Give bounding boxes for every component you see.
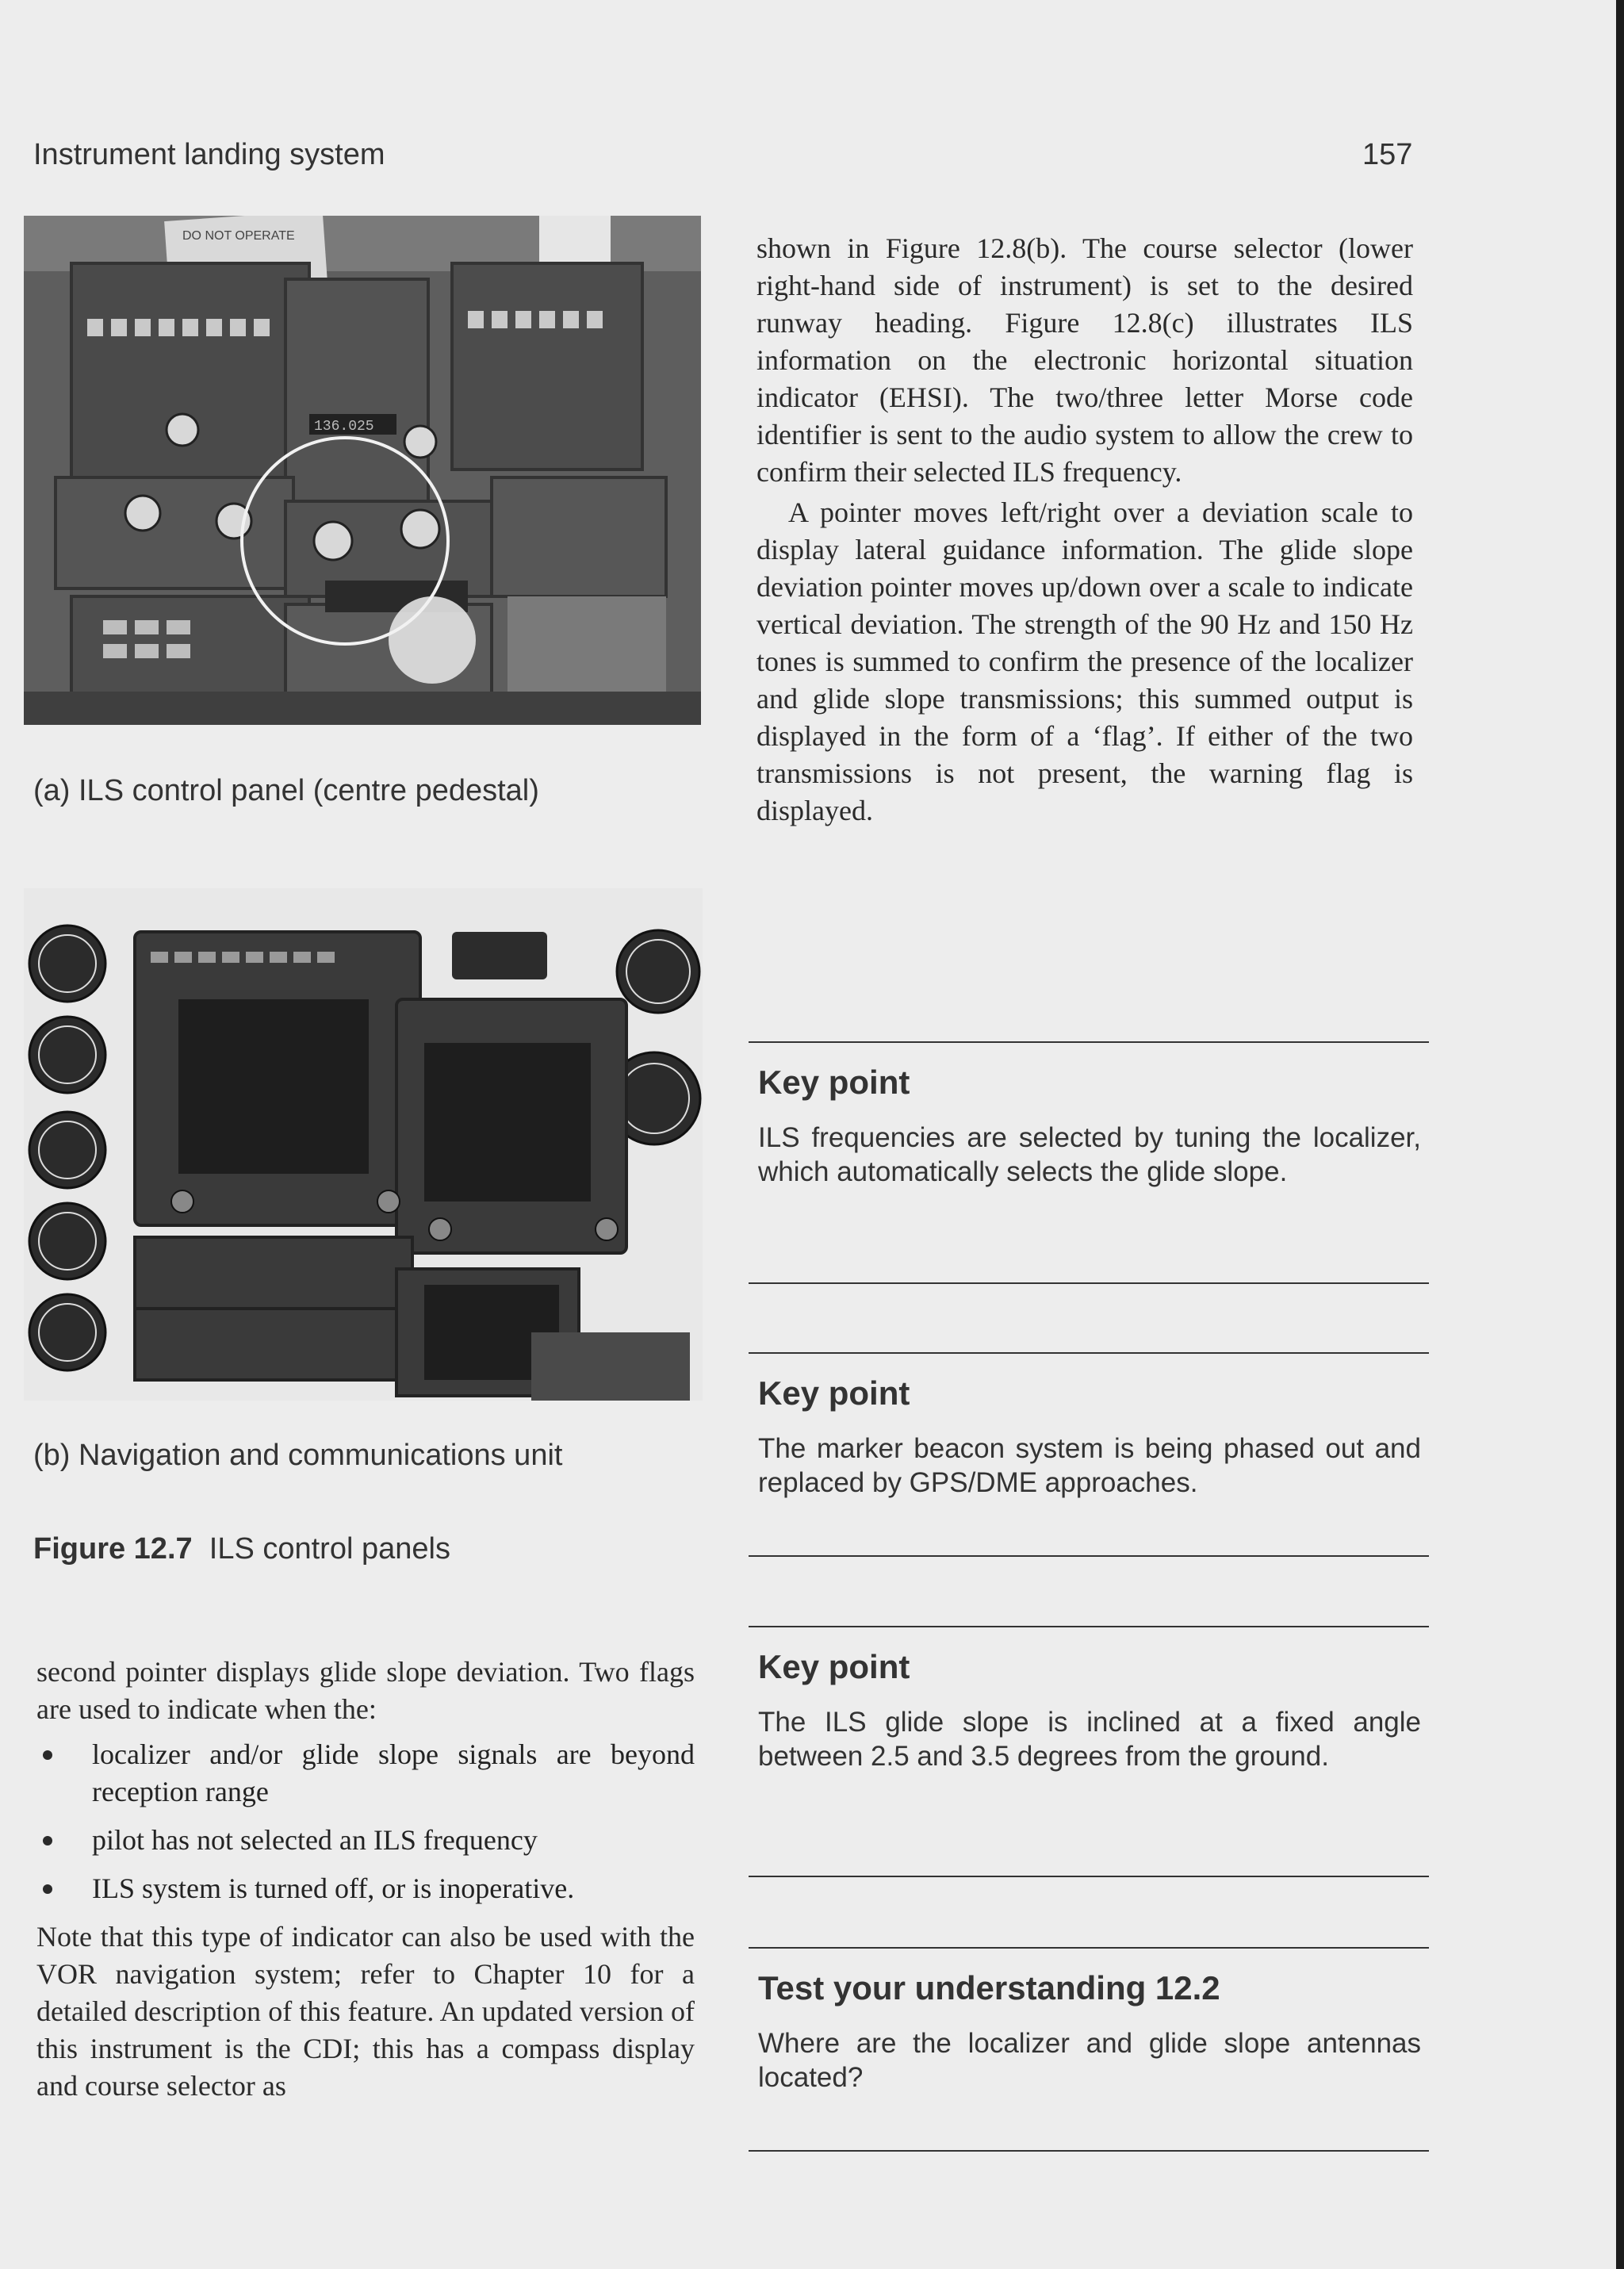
key-point-box-1-rule xyxy=(749,1282,1429,1284)
page-edge xyxy=(1616,0,1624,2269)
left-intro-paragraph: second pointer displays glide slope deviation. Two flags are used to indicate when the: xyxy=(36,1656,695,1725)
control-panel-illustration xyxy=(24,216,701,725)
warning-tag-text: DO NOT OPERATE xyxy=(182,229,295,243)
ils-control-panel-photo xyxy=(24,216,701,725)
key-point-box-3 xyxy=(749,1626,1429,1773)
bullet-icon xyxy=(43,1884,52,1894)
list-item: pilot has not selected an ILS frequency xyxy=(36,1822,695,1859)
figure-title xyxy=(33,1532,450,1566)
left-column-text xyxy=(36,1654,695,2105)
right-column-text xyxy=(756,230,1413,830)
key-point-text: ILS frequencies are selected by tuning the localizer, which automatically selects the glide slope. xyxy=(758,1122,1421,1187)
figure-caption-a: (a) ILS control panel (centre pedestal) xyxy=(33,774,539,807)
body-paragraph-1: shown in Figure 12.8(b). The course selector (lower right-hand side of instrument) is set to the desired runway heading. Figure 12.8(c) illustrates ILS information on the electronic horizontal situation indicator (EHSI). The two/three letter Morse code identifier is sent to the audio system to allow the crew to confirm their selected ILS frequency. xyxy=(756,232,1413,488)
body-paragraph-2: A pointer moves left/right over a deviation scale to display lateral guidance information. The glide slope deviation pointer moves up/down over a scale to indicate vertical deviation. The strength of the 90 Hz and 150 Hz tones is summed to confirm the presence of the localizer and glide slope transmissions; this summed output is displayed in the form of a ‘flag’. If either of the two transmissions is not present, the warning flag is displayed. xyxy=(756,496,1413,826)
left-closing-paragraph: Note that this type of indicator can also be used with the VOR navigation system; refer to Chapter 10 for a detailed description of this feature. An updated version of this instrument is the CDI; this has a compass display and course selector as xyxy=(36,1921,695,2102)
running-header: Instrument landing system xyxy=(33,138,385,171)
flag-conditions-list xyxy=(36,1736,695,1907)
test-understanding-rule xyxy=(749,2150,1429,2152)
key-point-text: The marker beacon system is being phased out and replaced by GPS/DME approaches. xyxy=(758,1433,1421,1498)
test-understanding-box xyxy=(749,1947,1429,2095)
test-heading: Test your understanding 12.2 xyxy=(758,1969,1220,2006)
figure-title-text: ILS control panels xyxy=(209,1532,450,1566)
frequency-display-text: 136.025 xyxy=(314,419,374,435)
nav-comm-unit-photo xyxy=(24,888,703,1401)
page-number: 157 xyxy=(1362,138,1413,171)
key-point-box-3-rule xyxy=(749,1876,1429,1877)
nav-comm-illustration xyxy=(24,888,703,1401)
key-point-heading: Key point xyxy=(758,1064,910,1101)
key-point-heading: Key point xyxy=(758,1648,910,1685)
key-point-box-2-rule xyxy=(749,1555,1429,1557)
key-point-box-2 xyxy=(749,1352,1429,1500)
key-point-heading: Key point xyxy=(758,1374,910,1412)
test-question: Where are the localizer and glide slope antennas located? xyxy=(758,2028,1421,2093)
key-point-box-1 xyxy=(749,1041,1429,1189)
list-item: localizer and/or glide slope signals are beyond reception range xyxy=(36,1736,695,1811)
figure-number: Figure 12.7 xyxy=(33,1532,193,1566)
figure-caption-b: (b) Navigation and communications unit xyxy=(33,1439,563,1472)
bullet-icon xyxy=(43,1750,52,1760)
key-point-text: The ILS glide slope is inclined at a fixed angle between 2.5 and 3.5 degrees from the ground. xyxy=(758,1707,1421,1772)
list-item: ILS system is turned off, or is inoperative. xyxy=(36,1870,695,1907)
bullet-icon xyxy=(43,1836,52,1845)
